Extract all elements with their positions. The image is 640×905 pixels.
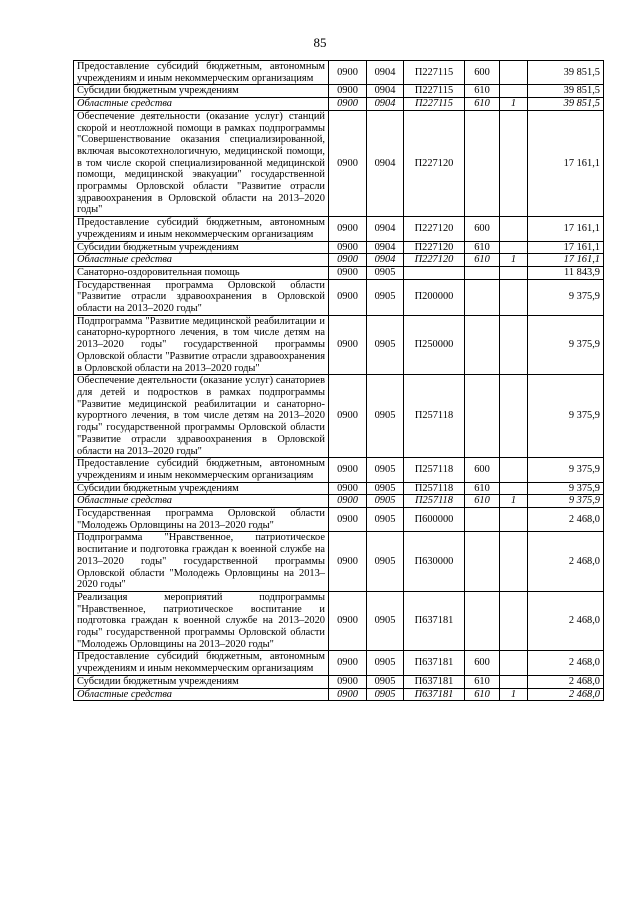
funding-source-cell: [500, 675, 528, 688]
funding-source-cell: [500, 61, 528, 85]
table-row-regional-funds: [74, 495, 604, 508]
section-code-cell: 0904: [367, 61, 404, 85]
table-row: [74, 458, 604, 482]
target-article-cell: П200000: [404, 279, 465, 315]
row-name-cell: Субсидии бюджетным учреждениям: [74, 482, 329, 495]
funding-source-cell: [500, 217, 528, 241]
row-name-cell: Реализация мероприятий подпрограммы "Нравственное, патриотическое воспитание и подготовка граждан к военной службе на 2013–2020 годы" государственной программы Орловской области "Молодежь Орловщины на 2013–2020 годы": [74, 591, 329, 651]
table-row: [74, 482, 604, 495]
amount-cell: 2 468,0: [528, 688, 604, 701]
target-article-cell: П257118: [404, 458, 465, 482]
target-article-cell: П257118: [404, 482, 465, 495]
funding-source-cell: [500, 279, 528, 315]
row-name-cell: Областные средства: [74, 98, 329, 111]
target-article-cell: П250000: [404, 315, 465, 375]
funding-source-cell: [500, 85, 528, 98]
row-name-cell: Санаторно-оздоровительная помощь: [74, 266, 329, 279]
row-name-cell: Подпрограмма "Развитие медицинской реабилитации и санаторно-курортного лечения, в том числе детям на 2013–2020 годы" государственной программы Орловской области "Развитие отрасли здравоохранения в Орловской области на 2013–2020 годы": [74, 315, 329, 375]
amount-cell: 2 468,0: [528, 651, 604, 675]
amount-cell: 2 468,0: [528, 675, 604, 688]
funding-source-cell: 1: [500, 688, 528, 701]
amount-cell: 9 375,9: [528, 482, 604, 495]
table-row: [74, 217, 604, 241]
funding-source-cell: [500, 591, 528, 651]
target-article-cell: П637181: [404, 591, 465, 651]
funding-source-cell: [500, 508, 528, 532]
ministry-code-cell: 0900: [329, 688, 367, 701]
funding-source-cell: 1: [500, 98, 528, 111]
amount-cell: 39 851,5: [528, 98, 604, 111]
section-code-cell: 0904: [367, 110, 404, 216]
section-code-cell: 0904: [367, 98, 404, 111]
target-article-cell: П227120: [404, 241, 465, 254]
amount-cell: 2 468,0: [528, 532, 604, 592]
ministry-code-cell: 0900: [329, 508, 367, 532]
expense-type-cell: [465, 279, 500, 315]
amount-cell: 9 375,9: [528, 375, 604, 458]
target-article-cell: П257118: [404, 495, 465, 508]
table-row: [74, 508, 604, 532]
section-code-cell: 0905: [367, 508, 404, 532]
table-row: [74, 279, 604, 315]
row-name-cell: Обеспечение деятельности (оказание услуг) санаториев для детей и подростков в рамках подпрограммы "Развитие медицинской реабилитации и санаторно-курортного лечения, в том числе детям на 2013–2020 годы" государственной программы Орловской области "Развитие отрасли здравоохранения в Орловской области на 2013–2020 годы": [74, 375, 329, 458]
funding-source-cell: [500, 458, 528, 482]
table-row: [74, 266, 604, 279]
ministry-code-cell: 0900: [329, 254, 367, 267]
ministry-code-cell: 0900: [329, 458, 367, 482]
funding-source-cell: 1: [500, 495, 528, 508]
funding-source-cell: 1: [500, 254, 528, 267]
row-name-cell: Субсидии бюджетным учреждениям: [74, 241, 329, 254]
amount-cell: 11 843,9: [528, 266, 604, 279]
expense-type-cell: [465, 508, 500, 532]
row-name-cell: Субсидии бюджетным учреждениям: [74, 675, 329, 688]
target-article-cell: П227115: [404, 85, 465, 98]
table-body: [74, 61, 604, 701]
row-name-cell: Предоставление субсидий бюджетным, автономным учреждениям и иным некоммерческим организациям: [74, 61, 329, 85]
section-code-cell: 0904: [367, 217, 404, 241]
table-row: [74, 375, 604, 458]
table-row: [74, 532, 604, 592]
ministry-code-cell: 0900: [329, 315, 367, 375]
ministry-code-cell: 0900: [329, 98, 367, 111]
row-name-cell: Подпрограмма "Нравственное, патриотическое воспитание и подготовка граждан к военной службе на 2013–2020 годы" государственной программы Орловской области "Молодежь Орловщины на 2013–2020 годы": [74, 532, 329, 592]
ministry-code-cell: 0900: [329, 482, 367, 495]
amount-cell: 9 375,9: [528, 279, 604, 315]
amount-cell: 17 161,1: [528, 110, 604, 216]
expense-type-cell: 600: [465, 61, 500, 85]
target-article-cell: П257118: [404, 375, 465, 458]
section-code-cell: 0905: [367, 375, 404, 458]
page-number: 85: [313, 35, 327, 50]
ministry-code-cell: 0900: [329, 651, 367, 675]
target-article-cell: П227120: [404, 254, 465, 267]
funding-source-cell: [500, 532, 528, 592]
section-code-cell: 0905: [367, 495, 404, 508]
funding-source-cell: [500, 651, 528, 675]
funding-source-cell: [500, 375, 528, 458]
target-article-cell: П227120: [404, 217, 465, 241]
expense-type-cell: 610: [465, 482, 500, 495]
ministry-code-cell: 0900: [329, 85, 367, 98]
target-article-cell: П637181: [404, 675, 465, 688]
amount-cell: 39 851,5: [528, 85, 604, 98]
funding-source-cell: [500, 266, 528, 279]
amount-cell: 2 468,0: [528, 591, 604, 651]
section-code-cell: 0905: [367, 315, 404, 375]
expense-type-cell: 610: [465, 495, 500, 508]
amount-cell: 17 161,1: [528, 241, 604, 254]
table-row: [74, 591, 604, 651]
amount-cell: 39 851,5: [528, 61, 604, 85]
section-code-cell: 0905: [367, 532, 404, 592]
row-name-cell: Обеспечение деятельности (оказание услуг) станций скорой и неотложной помощи в рамках подпрограммы "Совершенствование оказания специализированной, включая высокотехнологичную, медицинской помощи, в том числе скорой специализированной медицинской помощи, медицинской эвакуации" государственной программы Орловской области "Развитие отрасли здравоохранения в Орловской области на 2013–2020 годы": [74, 110, 329, 216]
ministry-code-cell: 0900: [329, 532, 367, 592]
section-code-cell: 0905: [367, 688, 404, 701]
amount-cell: 9 375,9: [528, 495, 604, 508]
target-article-cell: П600000: [404, 508, 465, 532]
expense-type-cell: 600: [465, 458, 500, 482]
ministry-code-cell: 0900: [329, 675, 367, 688]
expense-type-cell: 610: [465, 241, 500, 254]
ministry-code-cell: 0900: [329, 591, 367, 651]
row-name-cell: Областные средства: [74, 495, 329, 508]
ministry-code-cell: 0900: [329, 266, 367, 279]
ministry-code-cell: 0900: [329, 495, 367, 508]
expense-type-cell: 610: [465, 688, 500, 701]
amount-cell: 9 375,9: [528, 315, 604, 375]
amount-cell: 17 161,1: [528, 254, 604, 267]
row-name-cell: Областные средства: [74, 688, 329, 701]
ministry-code-cell: 0900: [329, 279, 367, 315]
expense-type-cell: 610: [465, 254, 500, 267]
amount-cell: 17 161,1: [528, 217, 604, 241]
expense-type-cell: [465, 532, 500, 592]
section-code-cell: 0904: [367, 254, 404, 267]
section-code-cell: 0905: [367, 591, 404, 651]
section-code-cell: 0905: [367, 482, 404, 495]
table-row: [74, 675, 604, 688]
section-code-cell: 0904: [367, 241, 404, 254]
table-row: [74, 241, 604, 254]
target-article-cell: П227115: [404, 61, 465, 85]
target-article-cell: П227120: [404, 110, 465, 216]
section-code-cell: 0905: [367, 279, 404, 315]
section-code-cell: 0904: [367, 85, 404, 98]
table-row: [74, 85, 604, 98]
ministry-code-cell: 0900: [329, 217, 367, 241]
expense-type-cell: 600: [465, 217, 500, 241]
table-row-regional-funds: [74, 688, 604, 701]
section-code-cell: 0905: [367, 675, 404, 688]
table-row: [74, 110, 604, 216]
row-name-cell: Предоставление субсидий бюджетным, автономным учреждениям и иным некоммерческим организациям: [74, 217, 329, 241]
row-name-cell: Областные средства: [74, 254, 329, 267]
target-article-cell: П637181: [404, 651, 465, 675]
expense-type-cell: [465, 315, 500, 375]
funding-source-cell: [500, 315, 528, 375]
budget-table: [73, 60, 604, 701]
target-article-cell: П637181: [404, 688, 465, 701]
amount-cell: 9 375,9: [528, 458, 604, 482]
ministry-code-cell: 0900: [329, 375, 367, 458]
table-row: [74, 315, 604, 375]
target-article-cell: [404, 266, 465, 279]
funding-source-cell: [500, 241, 528, 254]
table-row-regional-funds: [74, 98, 604, 111]
expense-type-cell: 600: [465, 651, 500, 675]
expense-type-cell: [465, 375, 500, 458]
row-name-cell: Государственная программа Орловской области "Развитие отрасли здравоохранения в Орловской области на 2013–2020 годы": [74, 279, 329, 315]
ministry-code-cell: 0900: [329, 110, 367, 216]
expense-type-cell: [465, 110, 500, 216]
expense-type-cell: [465, 266, 500, 279]
ministry-code-cell: 0900: [329, 241, 367, 254]
funding-source-cell: [500, 482, 528, 495]
target-article-cell: П630000: [404, 532, 465, 592]
row-name-cell: Субсидии бюджетным учреждениям: [74, 85, 329, 98]
expense-type-cell: 610: [465, 98, 500, 111]
section-code-cell: 0905: [367, 458, 404, 482]
expense-type-cell: 610: [465, 85, 500, 98]
table-row-regional-funds: [74, 254, 604, 267]
row-name-cell: Предоставление субсидий бюджетным, автономным учреждениям и иным некоммерческим организациям: [74, 651, 329, 675]
row-name-cell: Государственная программа Орловской области "Молодежь Орловщины на 2013–2020 годы": [74, 508, 329, 532]
expense-type-cell: [465, 591, 500, 651]
section-code-cell: 0905: [367, 651, 404, 675]
row-name-cell: Предоставление субсидий бюджетным, автономным учреждениям и иным некоммерческим организациям: [74, 458, 329, 482]
table-row: [74, 651, 604, 675]
ministry-code-cell: 0900: [329, 61, 367, 85]
section-code-cell: 0905: [367, 266, 404, 279]
amount-cell: 2 468,0: [528, 508, 604, 532]
expense-type-cell: 610: [465, 675, 500, 688]
funding-source-cell: [500, 110, 528, 216]
table-row: [74, 61, 604, 85]
target-article-cell: П227115: [404, 98, 465, 111]
